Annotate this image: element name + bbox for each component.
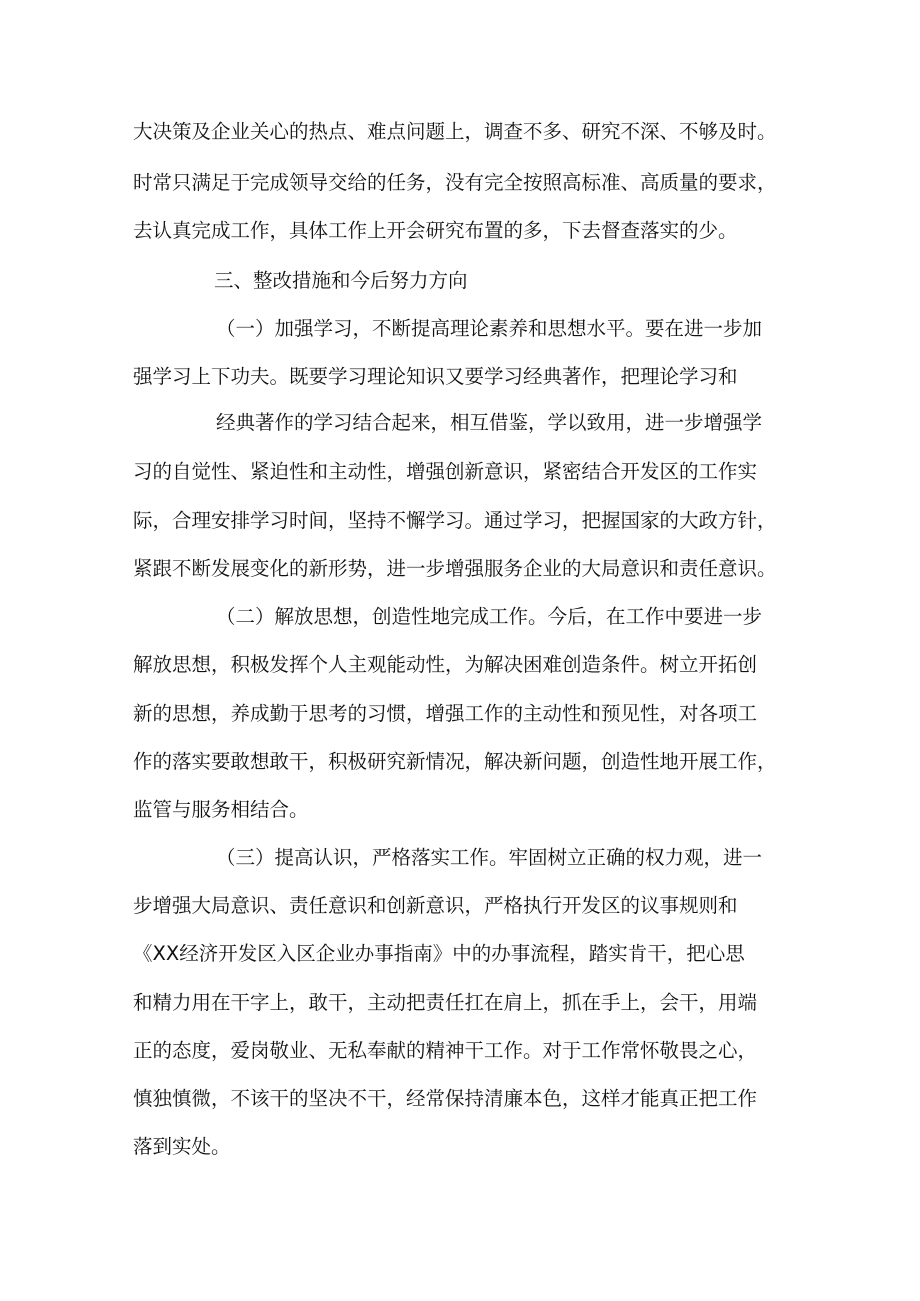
body-text-line: 监管与服务相结合。: [133, 798, 309, 821]
body-text-line: 时常只满足于完成领导交给的任务，没有完全按照高标准、高质量的要求，: [133, 171, 777, 194]
body-text-line: 紧跟不断发展变化的新形势，进一步增强服务企业的大局意识和责任意识。: [133, 557, 777, 580]
body-text-line: 落到实处。: [133, 1135, 231, 1158]
body-text-line: 去认真完成工作，具体工作上开会研究布置的多，下去督查落实的少。: [133, 219, 738, 242]
body-text-line: 大决策及企业关心的热点、难点问题上，调查不多、研究不深、不够及时。: [133, 120, 777, 143]
body-text-line: 步增强大局意识、责任意识和创新意识，严格执行开发区的议事规则和: [133, 894, 738, 917]
body-text-line: 新的思想，养成勤于思考的习惯，增强工作的主动性和预见性，对各项工: [133, 702, 758, 725]
body-text-line: 和精力用在干字上，敢干，主动把责任扛在肩上，抓在手上，会干，用端: [133, 991, 758, 1014]
body-text-line: 《XX经济开发区入区企业办事指南》中的办事流程，踏实肯干，把心思: [133, 942, 745, 965]
section-heading: 三、整改措施和今后努力方向: [214, 269, 468, 292]
body-text-line: 作的落实要敢想敢干，积极研究新情况，解决新问题，创造性地开展工作，: [133, 750, 777, 773]
body-text-line: 正的态度，爱岗敬业、无私奉献的精神干工作。对于工作常怀敬畏之心，: [133, 1039, 758, 1062]
paragraph-1-start: （一）加强学习，不断提高理论素养和思想水平。要在进一步加: [216, 317, 763, 340]
body-text-line: 经典著作的学习结合起来，相互借鉴，学以致用，进一步增强学: [216, 411, 763, 434]
body-text-line: 慎独慎微，不该干的坚决不干，经常保持清廉本色，这样才能真正把工作: [133, 1087, 758, 1110]
body-text-line: 际，合理安排学习时间，坚持不懈学习。通过学习，把握国家的大政方针，: [133, 509, 777, 532]
paragraph-2-start: （二）解放思想，创造性地完成工作。今后，在工作中要进一步: [216, 605, 763, 628]
body-text-line: 习的自觉性、紧迫性和主动性，增强创新意识，紧密结合开发区的工作实: [133, 460, 758, 483]
paragraph-3-start: （三）提高认识，严格落实工作。牢固树立正确的权力观，进一: [216, 846, 763, 869]
body-text-line: 强学习上下功夫。既要学习理论知识又要学习经典著作，把理论学习和: [133, 365, 738, 388]
body-text-line: 解放思想，积极发挥个人主观能动性，为解决困难创造条件。树立开拓创: [133, 653, 758, 676]
